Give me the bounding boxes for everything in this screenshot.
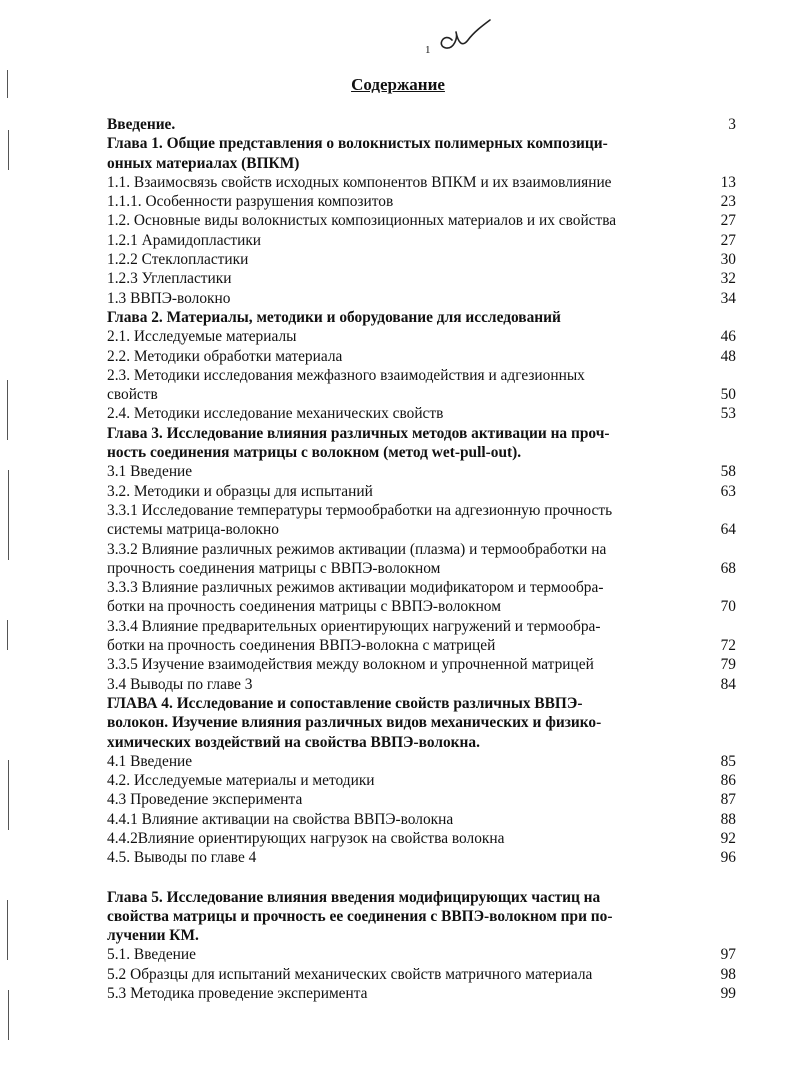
toc-page-number: 68 xyxy=(720,559,736,577)
toc-page-number: 32 xyxy=(720,270,736,288)
toc-entry xyxy=(107,173,747,192)
toc-entry-text: прочность соединения матрицы с ВВПЭ-волокном xyxy=(107,559,441,577)
toc-entry-text: 3.2. Методики и образцы для испытаний xyxy=(107,482,373,500)
scan-mark xyxy=(7,900,8,960)
toc-heading xyxy=(107,694,747,752)
toc-heading xyxy=(107,888,747,946)
toc-entry xyxy=(107,231,747,250)
toc-entry xyxy=(107,790,747,809)
toc-entry xyxy=(107,366,747,405)
toc-entry-text: 3.3.1 Исследование температуры термообработки на адгезионную прочность xyxy=(107,501,613,519)
toc-page-number: 63 xyxy=(720,482,736,500)
toc-entry-text: свойств xyxy=(107,386,158,404)
toc-page-number: 85 xyxy=(720,752,736,770)
toc-entry-text: Глава 5. Исследование влияния введения модифицирующих частиц на xyxy=(107,888,601,906)
toc-entry xyxy=(107,250,747,269)
toc-entry xyxy=(107,617,747,656)
toc-entry xyxy=(107,965,747,984)
scan-mark xyxy=(7,380,8,440)
toc-entry-text: Глава 1. Общие представления о волокнистых полимерных композици- xyxy=(107,135,608,153)
toc-entry xyxy=(107,269,747,288)
toc-entry-text: 3.3.2 Влияние различных режимов активации (плазма) и термообработки на xyxy=(107,540,607,558)
toc-entry xyxy=(107,810,747,829)
toc-entry-text: 1.1.1. Особенности разрушения композитов xyxy=(107,193,394,211)
toc-page-number: 97 xyxy=(720,946,736,964)
toc-page-number: 79 xyxy=(720,656,736,674)
toc-entry-text: 1.3 ВВПЭ-волокно xyxy=(107,289,231,307)
toc-entry-text: 3.3.5 Изучение взаимодействия между волокном и упрочненной матрицей xyxy=(107,656,594,674)
toc-entry-text: 3.4 Выводы по главе 3 xyxy=(107,675,253,693)
toc-heading xyxy=(107,308,747,327)
toc-page-number: 34 xyxy=(720,289,736,307)
toc-page-number: 3 xyxy=(728,116,736,133)
page-title: Содержание xyxy=(351,75,445,94)
toc-entry-text: 3.1 Введение xyxy=(107,463,193,481)
toc-entry-text: ность соединения матрицы с волокном (метод wet-pull-out). xyxy=(107,444,522,462)
toc-entry-text: 4.4.1 Влияние активации на свойства ВВПЭ-волокна xyxy=(107,810,454,828)
toc-entry xyxy=(107,752,747,771)
toc-page-number: 30 xyxy=(720,251,736,269)
toc-page-number: 96 xyxy=(720,849,736,867)
table-of-contents xyxy=(107,115,747,1003)
toc-entry xyxy=(107,327,747,346)
toc-page-number: 87 xyxy=(720,791,736,809)
toc-entry-text: 5.1. Введение xyxy=(107,946,196,964)
toc-entry xyxy=(107,675,747,694)
toc-entry-text: 4.2. Исследуемые материалы и методики xyxy=(107,772,375,790)
toc-entry xyxy=(107,540,747,579)
toc-entry-text: 1.2.3 Углепластики xyxy=(107,270,232,288)
toc-page-number: 50 xyxy=(720,386,736,404)
toc-page-number: 64 xyxy=(720,521,736,539)
toc-entry xyxy=(107,462,747,481)
toc-entry-text: ГЛАВА 4. Исследование и сопоставление свойств различных ВВПЭ- xyxy=(107,694,583,712)
scan-mark xyxy=(8,130,9,170)
toc-entry-text: Глава 2. Материалы, методики и оборудование для исследований xyxy=(107,308,561,326)
scan-mark xyxy=(8,470,9,560)
scan-margin-marks xyxy=(0,0,16,1085)
page-number: 1 xyxy=(425,44,431,56)
toc-entry-text: 2.3. Методики исследования межфазного взаимодействия и адгезионных xyxy=(107,366,585,384)
toc-entry xyxy=(107,347,747,366)
toc-entry-text: волокон. Изучение влияния различных видов механических и физико- xyxy=(107,714,602,732)
toc-entry-text: 4.5. Выводы по главе 4 xyxy=(107,849,257,867)
toc-page-number: 58 xyxy=(720,463,736,481)
toc-entry-text: Глава 3. Исследование влияния различных методов активации на проч- xyxy=(107,424,610,442)
toc-heading xyxy=(107,115,747,134)
toc-entry-text: 2.4. Методики исследование механических свойств xyxy=(107,405,444,423)
toc-entry-text: 2.1. Исследуемые материалы xyxy=(107,328,297,346)
toc-entry-text: 3.3.4 Влияние предварительных ориентирующих нагружений и термообра- xyxy=(107,617,601,635)
toc-page-number: 72 xyxy=(720,637,736,655)
toc-entry-text: 5.3 Методика проведение эксперимента xyxy=(107,985,368,1003)
toc-page-number: 46 xyxy=(720,328,736,346)
toc-page-number: 48 xyxy=(720,347,736,365)
toc-entry xyxy=(107,289,747,308)
toc-entry-text: 1.1. Взаимосвязь свойств исходных компонентов ВПКМ и их взаимовлияние xyxy=(107,173,612,191)
toc-page-number: 27 xyxy=(720,212,736,230)
toc-entry-text: ботки на прочность соединения матрицы с ВВПЭ-волокном xyxy=(107,598,501,616)
toc-entry xyxy=(107,984,747,1003)
toc-entry xyxy=(107,578,747,617)
toc-entry-text: 4.3 Проведение эксперимента xyxy=(107,791,303,809)
toc-page-number: 84 xyxy=(720,675,736,693)
scan-mark xyxy=(7,620,8,650)
scan-mark xyxy=(8,760,9,830)
toc-page-number: 92 xyxy=(720,829,736,847)
toc-entry xyxy=(107,655,747,674)
toc-entry-text: онных материалах (ВПКМ) xyxy=(107,154,300,172)
toc-entry-text: 1.2.2 Стеклопластики xyxy=(107,251,249,269)
toc-page-number: 98 xyxy=(720,965,736,983)
toc-entry-text: системы матрица-волокно xyxy=(107,521,279,539)
toc-entry xyxy=(107,211,747,230)
toc-page-number: 53 xyxy=(720,405,736,423)
toc-entry xyxy=(107,501,747,540)
toc-page-number: 13 xyxy=(720,173,736,191)
toc-entry xyxy=(107,945,747,964)
toc-heading xyxy=(107,134,747,173)
toc-entry xyxy=(107,404,747,423)
toc-entry-text: 5.2 Образцы для испытаний механических свойств матричного материала xyxy=(107,965,593,983)
toc-entry-text: 2.2. Методики обработки материала xyxy=(107,347,343,365)
toc-entry-text: 1.2.1 Арамидопластики xyxy=(107,231,262,249)
toc-entry-text: свойства матрицы и прочность ее соединения с ВВПЭ-волокном при по- xyxy=(107,907,613,925)
toc-entry-text: ботки на прочность соединения ВВПЭ-волокна с матрицей xyxy=(107,637,496,655)
toc-entry xyxy=(107,848,747,867)
toc-entry-text: лучении КМ. xyxy=(107,927,199,945)
toc-entry-text: 4.4.2Влияние ориентирующих нагрузок на свойства волокна xyxy=(107,829,505,847)
toc-entry-text: 1.2. Основные виды волокнистых композиционных материалов и их свойства xyxy=(107,212,617,230)
toc-entry xyxy=(107,771,747,790)
toc-page-number: 86 xyxy=(720,772,736,790)
toc-page-number: 88 xyxy=(720,810,736,828)
toc-page-number: 99 xyxy=(720,985,736,1003)
toc-page-number: 23 xyxy=(720,193,736,211)
toc-entry-text: 4.1 Введение xyxy=(107,752,193,770)
toc-entry-text: химических воздействий на свойства ВВПЭ-волокна. xyxy=(107,733,480,751)
toc-page-number: 27 xyxy=(720,231,736,249)
toc-entry xyxy=(107,829,747,848)
toc-entry-text: 3.3.3 Влияние различных режимов активации модификатором и термообра- xyxy=(107,579,604,597)
scan-mark xyxy=(8,990,9,1040)
toc-entry-text: Введение. xyxy=(107,116,176,133)
handwritten-initial-mark xyxy=(432,18,492,54)
toc-heading xyxy=(107,424,747,463)
toc-entry xyxy=(107,482,747,501)
toc-entry xyxy=(107,192,747,211)
toc-page-number: 70 xyxy=(720,598,736,616)
